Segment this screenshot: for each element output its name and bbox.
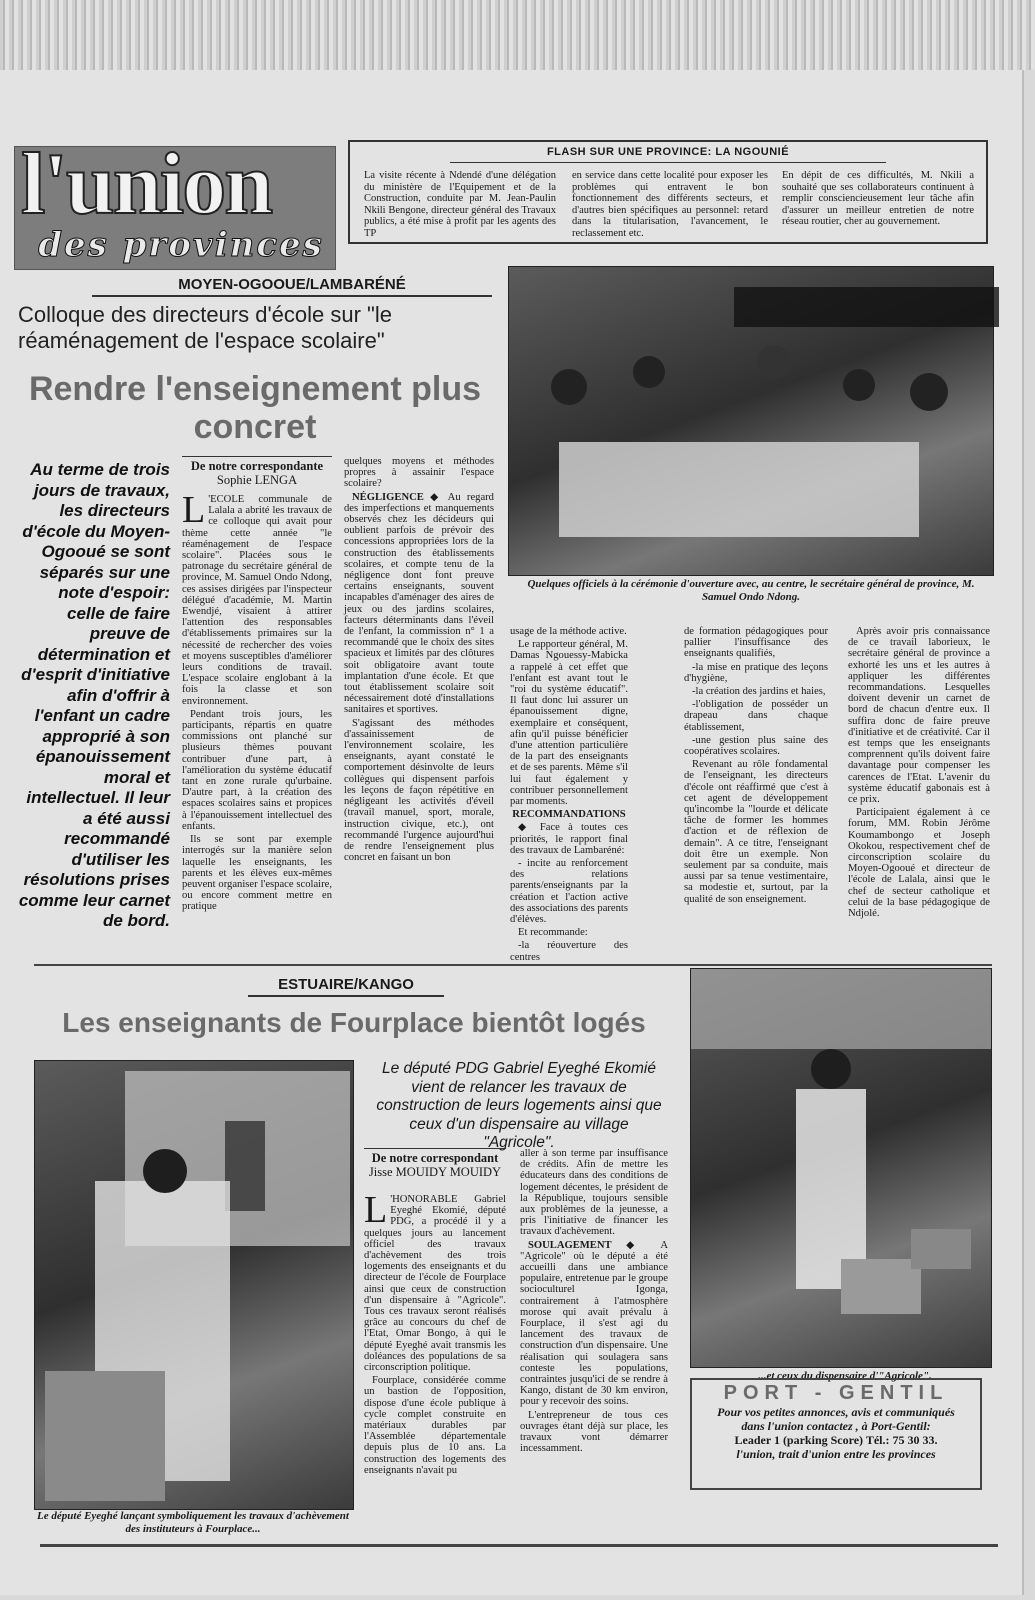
byline-label: De notre correspondant <box>364 1148 506 1165</box>
person-head <box>551 369 587 405</box>
col-text: usage de la méthode active. <box>510 626 627 637</box>
window <box>225 1121 265 1211</box>
ad-line: Leader 1 (parking Score) Tél.: 75 30 33. <box>734 1433 938 1447</box>
col-text: -une gestion plus saine des coopératives scolaires. <box>684 734 828 758</box>
col-text: Et recommande: <box>518 927 588 939</box>
col-text: Après avoir pris connaissance de ce travail laborieux, le secrétaire général de province a exhorté les uns et les autres à appliquer les différentes recommandations. Lesquelles doivent devenir un carnet de bord de chacun d'entre eux. Il suffira donc de faire preuve d'initiative et de créativité. Car il est temps que les enseignants comprennent qu'ils doivent faire davantage pour compenser les carences de l'Etat. L'avenir du système éducatif gabonais est à ce prix. <box>848 626 990 806</box>
flash-title: FLASH SUR UNE PROVINCE: LA NGOUNIÉ <box>546 146 790 158</box>
col-text: Participaient également à ce forum, MM. Robin Jérôme Koumambongo et Joseph Okokou, respectivement chef de circonscription scolaire du Moyen-Ogooué et directeur de l'école de Lalala, ainsi que le chef de secteur catholique et celui de la base pédagogique de Ndjolé. <box>848 807 990 920</box>
article1-col-4 <box>684 626 828 946</box>
scan-top-edge <box>0 0 1035 70</box>
person-head <box>811 1049 851 1089</box>
col-text: -la réouverture des centres <box>510 940 628 963</box>
article1-col-1 <box>182 489 332 940</box>
flash-col-3: En dépit de ces difficultés, M. Nkili a souhaité que ses collaborateurs continuent à remplir consciencieusement leur tâche afin d'assurer un meilleur entretien de notre réseau routier, cher au gouvernement. <box>782 170 974 227</box>
photo-scene <box>509 267 993 575</box>
person-head <box>143 1149 187 1193</box>
col-text: aller à son terme par insuffisance de crédits. Afin de mettre les éducateurs dans des conditions de logement décentes, le président de la République, toujours sensible aux problèmes de la jeunesse, a pris l'initiative de financer les travaux d'achèvement. <box>520 1148 668 1238</box>
col-text: ◆ Face à toutes ces priorités, le rapport final des travaux de Lambaréné: <box>510 822 628 856</box>
section-label-estuaire: ESTUAIRE/KANGO <box>248 976 444 997</box>
col-text: A "Agricole" où le député a été accueilli dans une ambiance populaire, entretenue par le groupe socioculturel Igonga, contrairement à l'atmosphère morose qui avait prévalu à Fourplace, il s'est agi du lancement des travaux de construction d'un dispensaire. Une réalisation qui soulagera sans conteste les populations, contraintes jusqu'ici de se rendre à Kango, distant de 30 km environ, pour y recevoir des soins. <box>520 1239 668 1408</box>
article1-headline: Rendre l'enseignement plus concret <box>28 370 482 446</box>
col-text: - incite au renforcement des relations parents/enseignants par la création et l'action active des associations des parents d'élèves. <box>510 858 628 926</box>
flash-box <box>348 140 988 244</box>
section-label-moyen-ogooue: MOYEN-OGOOUE/LAMBARÉNÉ <box>92 276 492 297</box>
cement-block <box>911 1229 971 1269</box>
col-text: quelques moyens et méthodes propres à assainir l'espace scolaire? <box>344 456 494 490</box>
dropcap: L <box>364 1189 388 1231</box>
article1-kicker: Colloque des directeurs d'école sur "le réaménagement de l'espace scolaire" <box>18 302 392 353</box>
person-head <box>910 373 948 411</box>
photo-scene <box>35 1061 353 1509</box>
masthead-subtitle: des provinces <box>38 225 324 265</box>
soil-pile <box>45 1371 165 1501</box>
col-text: -l'obligation de posséder un drapeau dans chaque établissement, <box>684 699 828 733</box>
blackboard <box>734 287 999 327</box>
masthead <box>14 136 336 270</box>
sky <box>691 969 991 1049</box>
col-text: S'agissant des méthodes d'assainissement de l'environnement scolaire, les enseignants, ayant constaté le comportement désinvolte de leurs collègues qui dispensent parfois les leçons de façon répétitive en négligeant les activités d'éveil (travail manuel, sport, morale, instruction civique, etc.), ont recommandé l'urgence aujourd'hui de rendre l'enseignement plus concret en faisant un bon <box>344 717 494 864</box>
bottom-rule <box>40 1544 998 1547</box>
ad-line: l'union, trait d'union entre les provinces <box>736 1447 936 1461</box>
col-text: de formation pédagogiques pour pallier l'insuffisance des enseignants qualifiés, <box>684 626 828 660</box>
person-head <box>633 356 665 388</box>
col-text: 'ECOLE communale de Lalala a abrité les travaux de ce colloque qui avait pour thème cette année "le réaménagement de l'espace scolaire". Placées sous le patronage du secrétaire général de province, M. Samuel Ondo Ndong, ces assises dirigées par l'inspecteur délégué d'académie, M. Martin Ewendjé, visaient à attirer l'attention des responsables d'établissements primaires sur la nécessité de rechercher des voies et moyens susceptibles d'améliorer leurs conditions de travail. L'espace scolaire englobant à la fois la classe et son environnement. <box>182 494 332 707</box>
article1-lede: Au terme de trois jours de travaux, les directeurs d'école du Moyen-Ogooué se sont séparés sur une note d'espoir: celle de faire preuve de détermination et d'esprit d'initiative afin d'offrir à l'enfant un cadre approprié à son épanouissement moral et intellectuel. Il leur a été aussi recommandé d'utiliser les résolutions prises comme leur carnet de bord. <box>18 460 170 930</box>
article1-col-2 <box>344 456 494 940</box>
port-gentil-ad <box>690 1378 982 1490</box>
byline-name: Sophie LENGA <box>216 473 298 487</box>
col-text: Fourplace, considérée comme un bastion de l'opposition, dispose d'une école publique à cycle complet construite en matériaux durables par l'Assemblée départementale depuis plus de 10 ans. La construction des logements des enseignants n'avait pu <box>364 1375 506 1476</box>
ad-title: PORT - GENTIL <box>723 1382 949 1404</box>
person-head <box>843 369 875 401</box>
photo-dispensaire-agricole <box>690 968 992 1368</box>
col-text: 'HONORABLE Gabriel Eyeghé Ekomié, député PDG, a procédé il y a quelques jours au lancement officiel des travaux d'achèvement des trois logements des enseignants et du directeur de l'école de Fourplace ainsi que ceux de construction d'un dispensaire à "Agricole". Tous ces travaux seront réalisés grâce au concours du chef de l'Etat, Omar Bongo, à qui le député Eyeghé avait transmis les doléances des populations de sa circonscription politique. <box>364 1194 506 1374</box>
flash-col-2: en service dans cette localité pour exposer les problèmes qui entravent le bon fonctionnement des différents secteurs, et d'autres bien spécifiques au personnel: retard dans la titularisation, l'avancement, le reclassement etc. <box>572 170 768 239</box>
col-text: L'entrepreneur de tous ces ouvrages étant déjà sur place, les travaux vont démarrer incessamment. <box>520 1409 668 1455</box>
ad-line: dans l'union contactez , à Port-Gentil: <box>741 1419 931 1433</box>
article1-col-5 <box>848 626 990 946</box>
col-text: Au regard des imperfections et manquements observés chez les décideurs qui oublient parfois de prévoir des concessions appropriées lors de la construction des établissements scolaires, et compte tenu de la négligence dont font preuve certains enseignants, souvent incapables d'aménager des aires de jeux ou des jardins scolaires, facteurs déterminants dans l'éveil de l'enfant, la commission n° 1 a recommandé que le choix des sites spacieux et limités par des clôtures soit obligatoire avant toute implantation d'une école. Et que tout établissement scolaire soit nécessairement doté d'installations sanitaires et sportives. <box>344 491 494 716</box>
masthead-title: l'union <box>21 136 272 233</box>
article2-col-1 <box>364 1189 506 1526</box>
byline-name: Jisse MOUIDY MOUIDY <box>368 1165 502 1179</box>
article2-byline <box>364 1148 506 1179</box>
photo-caption-fourplace: Le député Eyeghé lançant symboliquement les travaux d'achèvement des instituteurs à Fourplace... <box>37 1510 349 1535</box>
article2-col-2 <box>520 1148 668 1526</box>
ad-line: Pour vos petites annonces, avis et communiqués <box>717 1405 955 1419</box>
byline-label: De notre correspondante <box>182 456 332 473</box>
person-head <box>757 345 791 379</box>
col-text: Le rapporteur général, M. Damas Ngouessy-Mabicka a rappelé à cet effet que l'enfant est avant tout le "roi du système éducatif". Il faut donc lui assurer un épanouissement digne, exemplaire et conséquent, afin qu'il puisse bénéficier d'une attention particulière de la part des enseignants et de ses parents. Même s'il lui faut également y contribuer personnellement par moments. <box>510 639 628 808</box>
article1-byline <box>182 456 332 487</box>
col-text: Revenant au rôle fondamental de l'enseignant, les directeurs d'école ont réaffirmé que c'est à cet agent de développement qu'incombe la "lourde et délicate tâche de former les hommes d'action et de réflexion de demain". A ce titre, l'enseignant doit être un exemple. Non seulement par sa conduite, mais aussi par sa tenue vestimentaire, sa modestie et, surtout, par la qualité de son enseignement. <box>684 759 828 905</box>
article2-kicker: Le député PDG Gabriel Eyeghé Ekomié vient de relancer les travaux de construction de leurs logements ainsi que ceux d'un dispensaire au village "Agricole". <box>376 1060 662 1151</box>
photo-caption-officials: Quelques officiels à la cérémonie d'ouverture avec, au centre, le secrétaire général de province, M. Samuel Ondo Ndong. <box>527 578 975 603</box>
col-text: -la création des jardins et haies, <box>692 686 826 698</box>
flash-col-1: La visite récente à Ndendé d'une délégation du ministère de l'Equipement et de la Construction, conduite par M. Jean-Paulin Nkili Bengone, directeur général des Travaux publics, a été mise à profit par les agents des TP <box>364 170 556 239</box>
dropcap: L <box>182 489 206 531</box>
photo-scene <box>691 969 991 1367</box>
col-text: Ils se sont par exemple interrogés sur la manière selon laquelle les enseignants, les parents et les élèves eux-mêmes peuvent organiser l'espace scolaire, ou encore comment mettre en pratique <box>182 834 332 913</box>
photo-deputy-fourplace <box>34 1060 354 1510</box>
subhead: SOULAGEMENT ◆ <box>528 1239 647 1251</box>
subhead: NÉGLIGENCE ◆ <box>352 491 442 503</box>
photo-caption-agricole: ...et ceux du dispensaire d'"Agricole". <box>758 1370 932 1382</box>
tablecloth <box>559 442 919 537</box>
article1-col-3 <box>510 626 628 963</box>
col-text: -la mise en pratique des leçons d'hygiène, <box>684 661 828 684</box>
subhead: RECOMMANDATIONS <box>512 809 626 821</box>
photo-officials-ceremony <box>508 266 994 576</box>
article2-headline: Les enseignants de Fourplace bientôt logés <box>62 1007 646 1038</box>
cement-block <box>841 1259 921 1314</box>
section-divider <box>34 964 992 966</box>
col-text: Pendant trois jours, les participants, répartis en quatre commissions ont planché sur plusieurs thèmes pouvant contribuer d'une part, à l'amélioration du système éducatif tant en zone rurale qu'urbaine. D'autre part, à la création des espaces scolaires sains et propices à l'épanouissement intellectuel des enfants. <box>182 708 332 832</box>
flash-rule <box>450 162 886 163</box>
